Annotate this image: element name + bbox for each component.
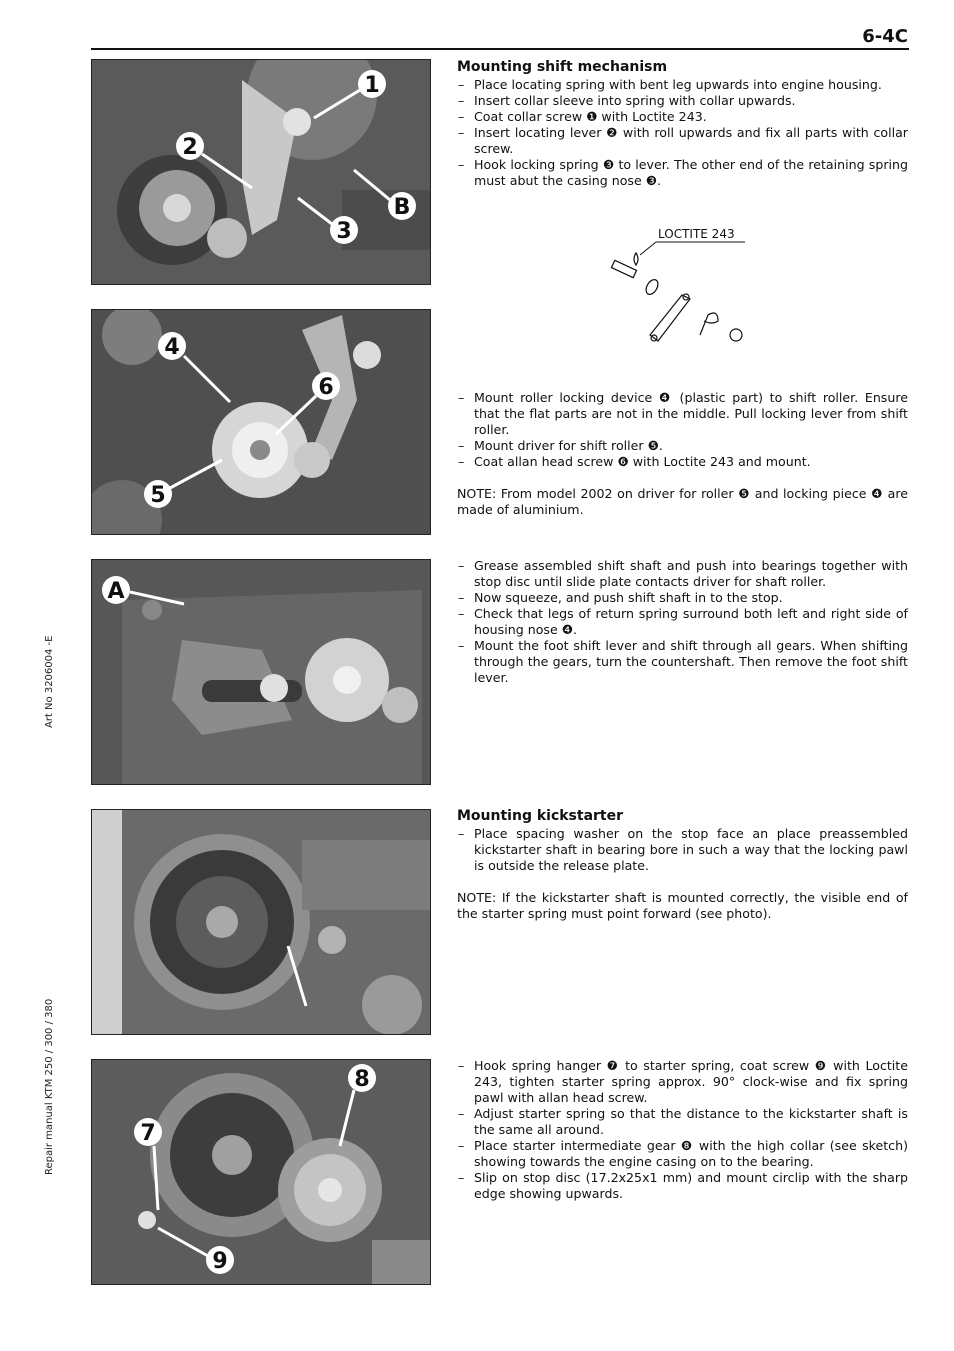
step: – Slip on stop disc (17.2x25x1 mm) and mount circlip with the sharp edge showing upwards.	[457, 1170, 908, 1202]
label-2: 2	[182, 135, 198, 160]
section-heading: Mounting shift mechanism	[457, 59, 668, 75]
section-shift-shaft	[457, 558, 908, 686]
section-kickstarter	[457, 807, 908, 922]
step: – Hook locking spring ❸ to lever. The other end of the retaining spring must abut the casing nose ❸.	[457, 157, 908, 189]
photo-shift-shaft	[91, 559, 431, 785]
manual-title: Repair manual KTM 250 / 300 / 380	[44, 998, 55, 1175]
step: – Grease assembled shift shaft and push into bearings together with stop disc until slide plate contacts driver for shaft roller.	[457, 558, 908, 590]
section-shift-mechanism	[457, 58, 908, 189]
label-6: 6	[318, 375, 334, 400]
section-starter-spring	[457, 1058, 908, 1202]
step: – Hook spring hanger ❼ to starter spring, coat screw ❾ with Loctite 243, tighten starter spring approx. 90° clock-wise and fix spring pawl with allan head screw.	[457, 1058, 908, 1106]
step: – Place starter intermediate gear ❽ with the high collar (see sketch) showing towards the engine casing on to the bearing.	[457, 1138, 908, 1170]
note: NOTE: From model 2002 on driver for roller ❺ and locking piece ❹ are made of aluminium.	[457, 486, 908, 517]
label-3: 3	[336, 219, 352, 244]
note: NOTE: If the kickstarter shaft is mounted correctly, the visible end of the starter spring must point forward (see photo).	[457, 890, 908, 921]
label-4: 4	[164, 335, 180, 360]
section-heading: Mounting kickstarter	[457, 808, 624, 824]
label-7: 7	[140, 1121, 156, 1146]
label-8: 8	[354, 1067, 370, 1092]
step: – Mount driver for shift roller ❺.	[457, 438, 908, 454]
step: – Mount the foot shift lever and shift through all gears. When shifting through the gears, turn the countershaft. Then remove the foot shift lever.	[457, 638, 908, 686]
step: – Insert locating lever ❷ with roll upwards and fix all parts with collar screw.	[457, 125, 908, 157]
step: – Insert collar sleeve into spring with collar upwards.	[457, 93, 908, 109]
label-9: 9	[212, 1249, 228, 1274]
step: – Place spacing washer on the stop face an place preassembled kickstarter shaft in bearing bore in such a way that the locking pawl is outside the release plate.	[457, 826, 908, 874]
page-number: 6-4C	[862, 26, 908, 47]
label-a: A	[107, 579, 125, 604]
section-roller-locking	[457, 390, 908, 518]
photo-roller-locking	[91, 309, 431, 535]
art-number: Art No 3206004 -E	[44, 635, 55, 728]
loctite-sketch	[600, 225, 760, 355]
photo-kickstarter	[91, 809, 431, 1035]
label-5: 5	[150, 483, 166, 508]
step: – Coat collar screw ❶ with Loctite 243.	[457, 109, 908, 125]
step: – Coat allan head screw ❻ with Loctite 243 and mount.	[457, 454, 908, 470]
step: – Place locating spring with bent leg upwards into engine housing.	[457, 77, 908, 93]
photo-shift-mechanism	[91, 59, 431, 285]
step: – Mount roller locking device ❹ (plastic part) to shift roller. Ensure that the flat parts are not in the middle. Pull locking lever from shift roller.	[457, 390, 908, 438]
header-rule	[91, 48, 909, 50]
step: – Now squeeze, and push shift shaft in to the stop.	[457, 590, 908, 606]
photo-starter-gear	[91, 1059, 431, 1285]
step: – Adjust starter spring so that the distance to the kickstarter shaft is the same all around.	[457, 1106, 908, 1138]
sketch-label: LOCTITE 243	[658, 227, 735, 241]
step: – Check that legs of return spring surround both left and right side of housing nose ❹.	[457, 606, 908, 638]
label-1: 1	[364, 73, 380, 98]
label-b: B	[393, 195, 411, 220]
